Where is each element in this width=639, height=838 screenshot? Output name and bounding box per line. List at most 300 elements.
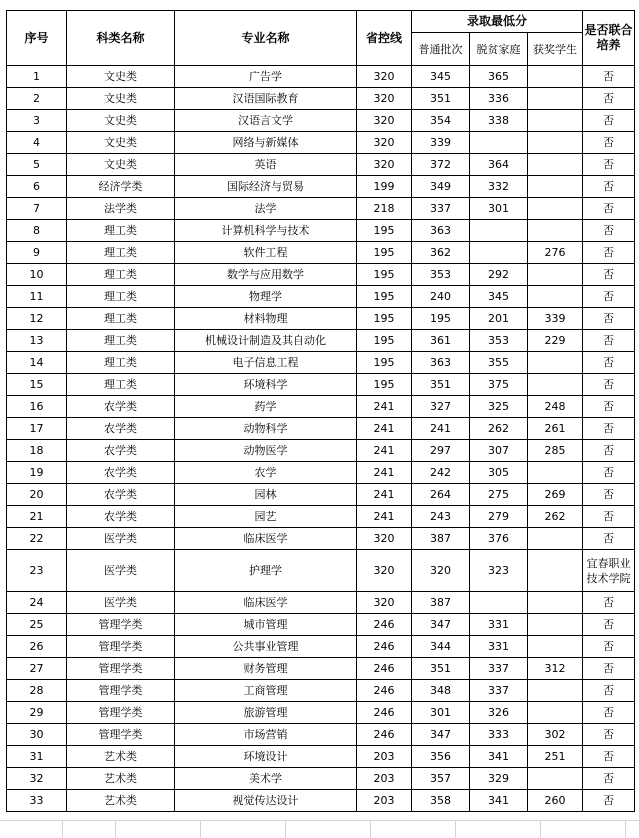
cell-poverty-score: 332 (470, 176, 528, 198)
table-row (7, 88, 635, 110)
cell-seq: 26 (7, 636, 67, 658)
cell-award-score (528, 702, 583, 724)
cell-joint: 否 (583, 462, 635, 484)
cell-normal-score: 347 (412, 614, 470, 636)
cell-major: 美术学 (175, 768, 357, 790)
table-row (7, 374, 635, 396)
cell-normal-score: 387 (412, 528, 470, 550)
cell-normal-score: 363 (412, 220, 470, 242)
cell-control-line: 320 (357, 528, 412, 550)
cell-award-score (528, 264, 583, 286)
cell-normal-score: 362 (412, 242, 470, 264)
cell-joint: 否 (583, 330, 635, 352)
cell-category: 理工类 (67, 352, 175, 374)
cell-control-line: 203 (357, 790, 412, 812)
cell-category: 文史类 (67, 88, 175, 110)
cell-category: 理工类 (67, 330, 175, 352)
cell-category: 理工类 (67, 308, 175, 330)
cell-award-score (528, 198, 583, 220)
cell-major: 旅游管理 (175, 702, 357, 724)
cell-poverty-score: 338 (470, 110, 528, 132)
cell-poverty-score: 337 (470, 680, 528, 702)
cell-control-line: 246 (357, 658, 412, 680)
cell-major: 网络与新媒体 (175, 132, 357, 154)
cell-joint: 否 (583, 154, 635, 176)
header-award: 获奖学生 (528, 33, 583, 66)
cell-seq: 3 (7, 110, 67, 132)
cell-major: 汉语国际教育 (175, 88, 357, 110)
cell-category: 管理学类 (67, 614, 175, 636)
cell-control-line: 320 (357, 88, 412, 110)
table-row (7, 66, 635, 88)
cell-award-score (528, 462, 583, 484)
cell-award-score: 269 (528, 484, 583, 506)
cell-major: 环境科学 (175, 374, 357, 396)
cell-seq: 23 (7, 550, 67, 592)
cell-major: 公共事业管理 (175, 636, 357, 658)
cell-normal-score: 354 (412, 110, 470, 132)
cell-control-line: 241 (357, 396, 412, 418)
cell-control-line: 246 (357, 614, 412, 636)
table-row (7, 702, 635, 724)
cell-normal-score: 347 (412, 724, 470, 746)
cell-normal-score: 345 (412, 66, 470, 88)
cell-control-line: 195 (357, 374, 412, 396)
cell-poverty-score: 345 (470, 286, 528, 308)
table-row (7, 592, 635, 614)
table-row (7, 396, 635, 418)
cell-control-line: 199 (357, 176, 412, 198)
cell-award-score: 312 (528, 658, 583, 680)
cell-award-score (528, 636, 583, 658)
cell-normal-score: 242 (412, 462, 470, 484)
table-row (7, 440, 635, 462)
cell-major: 英语 (175, 154, 357, 176)
cell-seq: 30 (7, 724, 67, 746)
cell-joint: 否 (583, 220, 635, 242)
cell-joint: 否 (583, 286, 635, 308)
cell-major: 计算机科学与技术 (175, 220, 357, 242)
cell-seq: 10 (7, 264, 67, 286)
cell-joint: 否 (583, 636, 635, 658)
table-row (7, 506, 635, 528)
cell-award-score (528, 768, 583, 790)
cell-poverty-score: 331 (470, 636, 528, 658)
cell-control-line: 195 (357, 330, 412, 352)
cell-normal-score: 349 (412, 176, 470, 198)
spreadsheet-grid-edge (0, 820, 639, 838)
cell-seq: 33 (7, 790, 67, 812)
cell-normal-score: 356 (412, 746, 470, 768)
cell-category: 医学类 (67, 550, 175, 592)
table-row (7, 132, 635, 154)
cell-major: 临床医学 (175, 592, 357, 614)
cell-major: 国际经济与贸易 (175, 176, 357, 198)
cell-normal-score: 264 (412, 484, 470, 506)
cell-joint: 否 (583, 374, 635, 396)
cell-control-line: 241 (357, 418, 412, 440)
cell-joint: 否 (583, 702, 635, 724)
cell-award-score (528, 132, 583, 154)
cell-award-score (528, 286, 583, 308)
cell-poverty-score: 353 (470, 330, 528, 352)
cell-poverty-score: 307 (470, 440, 528, 462)
cell-normal-score: 351 (412, 88, 470, 110)
cell-poverty-score: 262 (470, 418, 528, 440)
table-row (7, 636, 635, 658)
cell-control-line: 203 (357, 768, 412, 790)
header-category: 科类名称 (67, 11, 175, 66)
cell-category: 农学类 (67, 506, 175, 528)
cell-joint: 否 (583, 198, 635, 220)
cell-joint: 否 (583, 614, 635, 636)
cell-poverty-score: 364 (470, 154, 528, 176)
cell-poverty-score (470, 242, 528, 264)
cell-award-score (528, 176, 583, 198)
cell-category: 艺术类 (67, 746, 175, 768)
cell-major: 材料物理 (175, 308, 357, 330)
cell-category: 管理学类 (67, 702, 175, 724)
cell-major: 园林 (175, 484, 357, 506)
cell-normal-score: 243 (412, 506, 470, 528)
cell-category: 经济学类 (67, 176, 175, 198)
cell-poverty-score: 331 (470, 614, 528, 636)
cell-joint: 否 (583, 264, 635, 286)
table-row (7, 198, 635, 220)
cell-normal-score: 372 (412, 154, 470, 176)
cell-normal-score: 351 (412, 374, 470, 396)
cell-award-score (528, 614, 583, 636)
table-row (7, 264, 635, 286)
cell-joint: 否 (583, 746, 635, 768)
cell-control-line: 320 (357, 66, 412, 88)
cell-normal-score: 240 (412, 286, 470, 308)
cell-normal-score: 241 (412, 418, 470, 440)
cell-award-score (528, 592, 583, 614)
cell-control-line: 246 (357, 636, 412, 658)
cell-award-score: 339 (528, 308, 583, 330)
cell-joint: 否 (583, 484, 635, 506)
cell-seq: 17 (7, 418, 67, 440)
cell-joint: 否 (583, 352, 635, 374)
cell-award-score: 262 (528, 506, 583, 528)
cell-award-score (528, 110, 583, 132)
cell-seq: 13 (7, 330, 67, 352)
table-row (7, 352, 635, 374)
table-row (7, 462, 635, 484)
cell-joint: 否 (583, 592, 635, 614)
cell-poverty-score: 355 (470, 352, 528, 374)
cell-normal-score: 363 (412, 352, 470, 374)
cell-normal-score: 320 (412, 550, 470, 592)
cell-poverty-score: 329 (470, 768, 528, 790)
cell-award-score (528, 680, 583, 702)
cell-poverty-score (470, 132, 528, 154)
cell-category: 管理学类 (67, 680, 175, 702)
cell-normal-score: 358 (412, 790, 470, 812)
cell-poverty-score (470, 592, 528, 614)
cell-major: 农学 (175, 462, 357, 484)
cell-seq: 32 (7, 768, 67, 790)
cell-category: 文史类 (67, 66, 175, 88)
cell-joint: 否 (583, 110, 635, 132)
cell-seq: 1 (7, 66, 67, 88)
cell-normal-score: 297 (412, 440, 470, 462)
table-row (7, 242, 635, 264)
cell-seq: 22 (7, 528, 67, 550)
header-poverty: 脱贫家庭 (470, 33, 528, 66)
cell-joint: 否 (583, 724, 635, 746)
cell-control-line: 320 (357, 110, 412, 132)
cell-seq: 8 (7, 220, 67, 242)
cell-major: 财务管理 (175, 658, 357, 680)
cell-joint: 否 (583, 176, 635, 198)
cell-joint: 否 (583, 440, 635, 462)
cell-major: 工商管理 (175, 680, 357, 702)
header-min-score-group: 录取最低分 (412, 11, 583, 33)
cell-normal-score: 344 (412, 636, 470, 658)
cell-normal-score: 339 (412, 132, 470, 154)
cell-control-line: 246 (357, 724, 412, 746)
cell-poverty-score (470, 220, 528, 242)
table-row (7, 528, 635, 550)
cell-control-line: 195 (357, 220, 412, 242)
cell-normal-score: 361 (412, 330, 470, 352)
table-row (7, 330, 635, 352)
cell-seq: 27 (7, 658, 67, 680)
cell-major: 园艺 (175, 506, 357, 528)
cell-seq: 18 (7, 440, 67, 462)
cell-seq: 28 (7, 680, 67, 702)
cell-category: 艺术类 (67, 790, 175, 812)
cell-control-line: 195 (357, 264, 412, 286)
cell-joint: 否 (583, 680, 635, 702)
cell-category: 文史类 (67, 110, 175, 132)
cell-joint: 宜春职业技术学院 (583, 550, 635, 592)
cell-category: 理工类 (67, 242, 175, 264)
cell-seq: 2 (7, 88, 67, 110)
cell-award-score (528, 550, 583, 592)
cell-seq: 21 (7, 506, 67, 528)
cell-award-score (528, 528, 583, 550)
cell-major: 机械设计制造及其自动化 (175, 330, 357, 352)
cell-category: 理工类 (67, 264, 175, 286)
cell-poverty-score: 326 (470, 702, 528, 724)
cell-major: 动物医学 (175, 440, 357, 462)
header-control-line: 省控线 (357, 11, 412, 66)
cell-poverty-score: 337 (470, 658, 528, 680)
cell-joint: 否 (583, 506, 635, 528)
cell-normal-score: 337 (412, 198, 470, 220)
cell-joint: 否 (583, 242, 635, 264)
cell-award-score: 285 (528, 440, 583, 462)
cell-poverty-score: 365 (470, 66, 528, 88)
cell-joint: 否 (583, 132, 635, 154)
cell-category: 理工类 (67, 374, 175, 396)
cell-normal-score: 327 (412, 396, 470, 418)
cell-seq: 14 (7, 352, 67, 374)
table-row (7, 658, 635, 680)
cell-major: 药学 (175, 396, 357, 418)
cell-poverty-score: 336 (470, 88, 528, 110)
cell-seq: 9 (7, 242, 67, 264)
cell-award-score: 251 (528, 746, 583, 768)
cell-major: 数学与应用数学 (175, 264, 357, 286)
table-row (7, 680, 635, 702)
table-row (7, 614, 635, 636)
cell-joint: 否 (583, 66, 635, 88)
cell-category: 医学类 (67, 528, 175, 550)
cell-category: 农学类 (67, 462, 175, 484)
cell-joint: 否 (583, 658, 635, 680)
cell-category: 农学类 (67, 396, 175, 418)
cell-major: 护理学 (175, 550, 357, 592)
cell-seq: 15 (7, 374, 67, 396)
cell-seq: 19 (7, 462, 67, 484)
cell-major: 广告学 (175, 66, 357, 88)
cell-seq: 5 (7, 154, 67, 176)
cell-category: 理工类 (67, 220, 175, 242)
cell-award-score: 260 (528, 790, 583, 812)
cell-major: 市场营销 (175, 724, 357, 746)
cell-seq: 4 (7, 132, 67, 154)
cell-award-score: 302 (528, 724, 583, 746)
cell-poverty-score: 376 (470, 528, 528, 550)
table-row (7, 768, 635, 790)
table-body (7, 66, 635, 812)
cell-major: 城市管理 (175, 614, 357, 636)
cell-major: 汉语言文学 (175, 110, 357, 132)
cell-joint: 否 (583, 418, 635, 440)
cell-seq: 7 (7, 198, 67, 220)
cell-control-line: 195 (357, 352, 412, 374)
cell-control-line: 320 (357, 154, 412, 176)
cell-category: 农学类 (67, 440, 175, 462)
cell-joint: 否 (583, 308, 635, 330)
cell-control-line: 320 (357, 132, 412, 154)
cell-control-line: 203 (357, 746, 412, 768)
cell-normal-score: 351 (412, 658, 470, 680)
cell-seq: 12 (7, 308, 67, 330)
cell-control-line: 246 (357, 680, 412, 702)
cell-major: 软件工程 (175, 242, 357, 264)
cell-poverty-score: 292 (470, 264, 528, 286)
cell-seq: 20 (7, 484, 67, 506)
cell-category: 文史类 (67, 154, 175, 176)
cell-control-line: 218 (357, 198, 412, 220)
cell-category: 管理学类 (67, 636, 175, 658)
cell-poverty-score: 341 (470, 790, 528, 812)
admission-score-table (6, 10, 635, 812)
cell-award-score (528, 374, 583, 396)
cell-joint: 否 (583, 790, 635, 812)
cell-major: 视觉传达设计 (175, 790, 357, 812)
cell-control-line: 241 (357, 484, 412, 506)
cell-major: 动物科学 (175, 418, 357, 440)
cell-control-line: 241 (357, 462, 412, 484)
table-row (7, 220, 635, 242)
cell-control-line: 241 (357, 440, 412, 462)
cell-major: 物理学 (175, 286, 357, 308)
header-major: 专业名称 (175, 11, 357, 66)
table-row (7, 746, 635, 768)
cell-award-score (528, 220, 583, 242)
cell-award-score: 248 (528, 396, 583, 418)
cell-poverty-score: 375 (470, 374, 528, 396)
table-row (7, 790, 635, 812)
cell-category: 文史类 (67, 132, 175, 154)
cell-seq: 11 (7, 286, 67, 308)
table-row (7, 176, 635, 198)
cell-major: 环境设计 (175, 746, 357, 768)
cell-award-score: 229 (528, 330, 583, 352)
cell-normal-score: 387 (412, 592, 470, 614)
cell-major: 临床医学 (175, 528, 357, 550)
cell-award-score (528, 66, 583, 88)
header-seq: 序号 (7, 11, 67, 66)
cell-poverty-score: 301 (470, 198, 528, 220)
cell-category: 农学类 (67, 418, 175, 440)
cell-poverty-score: 333 (470, 724, 528, 746)
cell-control-line: 195 (357, 308, 412, 330)
cell-category: 艺术类 (67, 768, 175, 790)
cell-award-score (528, 352, 583, 374)
cell-major: 电子信息工程 (175, 352, 357, 374)
cell-category: 法学类 (67, 198, 175, 220)
header-joint: 是否联合培养 (583, 11, 635, 66)
table-row (7, 484, 635, 506)
cell-control-line: 241 (357, 506, 412, 528)
cell-poverty-score: 323 (470, 550, 528, 592)
table-row (7, 110, 635, 132)
cell-control-line: 320 (357, 550, 412, 592)
cell-category: 管理学类 (67, 724, 175, 746)
cell-poverty-score: 201 (470, 308, 528, 330)
cell-control-line: 246 (357, 702, 412, 724)
cell-normal-score: 353 (412, 264, 470, 286)
cell-joint: 否 (583, 396, 635, 418)
cell-category: 理工类 (67, 286, 175, 308)
cell-seq: 25 (7, 614, 67, 636)
cell-control-line: 195 (357, 286, 412, 308)
cell-major: 法学 (175, 198, 357, 220)
cell-award-score: 276 (528, 242, 583, 264)
cell-control-line: 195 (357, 242, 412, 264)
cell-seq: 31 (7, 746, 67, 768)
cell-category: 农学类 (67, 484, 175, 506)
cell-joint: 否 (583, 768, 635, 790)
table-row (7, 550, 635, 592)
cell-seq: 24 (7, 592, 67, 614)
table-row (7, 154, 635, 176)
cell-normal-score: 301 (412, 702, 470, 724)
cell-award-score: 261 (528, 418, 583, 440)
table-row (7, 724, 635, 746)
cell-category: 管理学类 (67, 658, 175, 680)
cell-poverty-score: 279 (470, 506, 528, 528)
cell-poverty-score: 275 (470, 484, 528, 506)
cell-normal-score: 357 (412, 768, 470, 790)
cell-category: 医学类 (67, 592, 175, 614)
cell-seq: 16 (7, 396, 67, 418)
cell-seq: 29 (7, 702, 67, 724)
cell-normal-score: 348 (412, 680, 470, 702)
table-row (7, 418, 635, 440)
cell-poverty-score: 305 (470, 462, 528, 484)
cell-control-line: 320 (357, 592, 412, 614)
table-row (7, 286, 635, 308)
cell-seq: 6 (7, 176, 67, 198)
